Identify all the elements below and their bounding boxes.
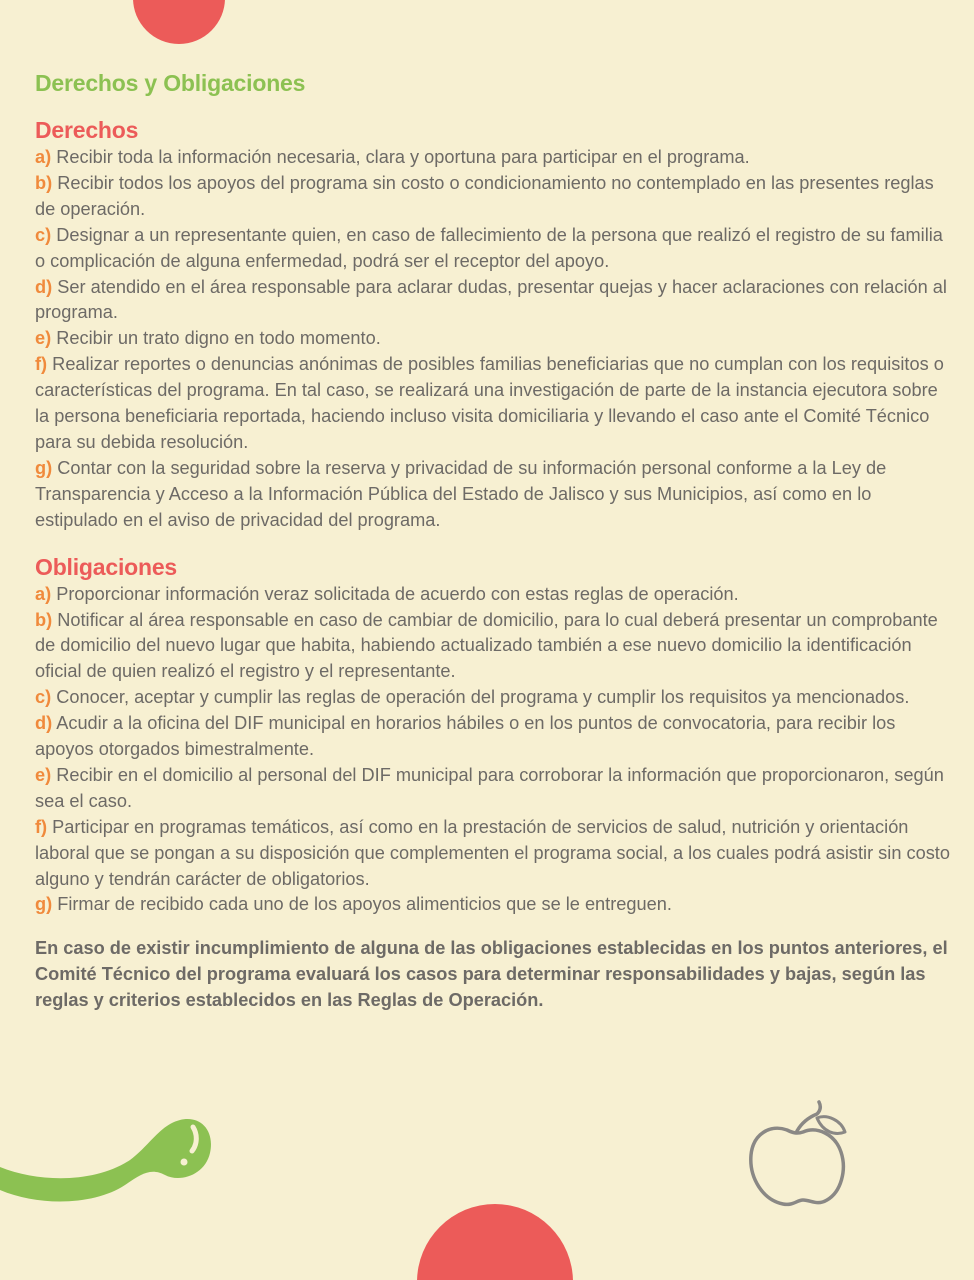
item-letter: d)	[35, 713, 53, 734]
section-heading-obligaciones: Obligaciones	[35, 553, 178, 580]
derecho-item	[35, 171, 951, 223]
obligaciones-list	[35, 582, 951, 919]
item-text: Ser atendido en el área responsable para aclarar dudas, presentar quejas y hacer aclaraciones con relación al programa.	[35, 276, 947, 323]
item-text: Recibir en el domicilio al personal del DIF municipal para corroborar la información que proporcionaron, según sea el caso.	[35, 764, 944, 811]
item-text: Contar con la seguridad sobre la reserva y privacidad de su información personal conforme a la Ley de Transparencia y Acceso a la Información Pública del Estado de Jalisco y sus Municipios, así como en lo estipulado en el aviso de privacidad del programa.	[35, 457, 887, 530]
obligacion-item	[35, 582, 951, 608]
obligacion-item	[35, 685, 951, 711]
derechos-list	[35, 145, 951, 534]
closing-paragraph: En caso de existir incumplimiento de alguna de las obligaciones establecidas en los puntos anteriores, el Comité Técnico del programa evaluará los casos para determinar responsabilidades y bajas, según las reglas y criterios establecidos en las Reglas de Operación.	[35, 938, 948, 1011]
item-text: Recibir un trato digno en todo momento.	[51, 328, 381, 349]
red-circle-bottom-icon	[415, 1200, 575, 1280]
item-letter: f)	[35, 354, 48, 375]
item-letter: a)	[35, 583, 52, 604]
item-letter: f)	[35, 816, 48, 837]
derecho-item	[35, 275, 951, 327]
item-text: Firmar de recibido cada uno de los apoyos alimenticios que se le entreguen.	[52, 894, 672, 915]
derecho-item	[35, 326, 951, 352]
red-circle-top-icon	[125, 0, 235, 50]
derecho-item	[35, 456, 951, 534]
item-letter: c)	[35, 224, 52, 245]
item-letter: b)	[35, 609, 53, 630]
derecho-item	[35, 352, 951, 456]
item-letter: c)	[35, 687, 52, 708]
obligacion-item	[35, 892, 951, 918]
item-letter: b)	[35, 172, 53, 193]
derecho-item	[35, 223, 951, 275]
derecho-item	[35, 145, 951, 171]
item-text: Designar a un representante quien, en caso de fallecimiento de la persona que realizó el registro de su familia o complicación de alguna enfermedad, podrá ser el receptor del apoyo.	[35, 224, 943, 271]
page-title: Derechos y Obligaciones	[35, 70, 306, 96]
item-text: Proporcionar información veraz solicitada de acuerdo con estas reglas de operación.	[51, 583, 739, 604]
item-text: Participar en programas temáticos, así como en la prestación de servicios de salud, nutrición y orientación laboral que se pongan a su disposición que complementen el programa social, a los cuales podrá asistir sin costo alguno y tendrán carácter de obligatorios.	[35, 816, 950, 889]
item-text: Realizar reportes o denuncias anónimas de posibles familias beneficiarias que no cumplan con los requisitos o características del programa. En tal caso, se realizará una investigación de parte de la instancia ejecutora sobre la persona beneficiaria reportada, haciendo incluso visita domiciliaria y llevando el caso ante el Comité Técnico para su debida resolución.	[35, 354, 944, 452]
item-text: Notificar al área responsable en caso de cambiar de domicilio, para lo cual deberá presentar un comprobante de domicilio del nuevo lugar que habita, habiendo actualizado también a ese nuevo domicilio la identificación oficial de quien realizó el registro y el representante.	[35, 609, 938, 682]
item-text: Acudir a la oficina del DIF municipal en horarios hábiles o en los puntos de convocatoria, para recibir los apoyos otorgados bimestralmente.	[35, 713, 896, 760]
item-letter: e)	[35, 328, 52, 349]
item-letter: g)	[35, 894, 53, 915]
item-text: Recibir toda la información necesaria, clara y oportuna para participar en el programa.	[51, 147, 750, 167]
obligacion-item	[35, 608, 951, 686]
item-letter: e)	[35, 764, 52, 785]
green-swirl-icon	[0, 1105, 220, 1215]
document-body	[35, 70, 951, 1032]
section-heading-derechos: Derechos	[35, 117, 139, 143]
item-text: Recibir todos los apoyos del programa sin costo o condicionamiento no contemplado en las presentes reglas de operación.	[35, 172, 934, 219]
apple-outline-icon	[745, 1100, 855, 1215]
obligacion-item	[35, 763, 951, 815]
obligacion-item	[35, 711, 951, 763]
item-letter: d)	[35, 276, 53, 297]
item-letter: a)	[35, 147, 52, 167]
obligacion-item	[35, 815, 951, 893]
item-letter: g)	[35, 457, 53, 478]
item-text: Conocer, aceptar y cumplir las reglas de operación del programa y cumplir los requisitos ya mencionados.	[51, 687, 910, 708]
